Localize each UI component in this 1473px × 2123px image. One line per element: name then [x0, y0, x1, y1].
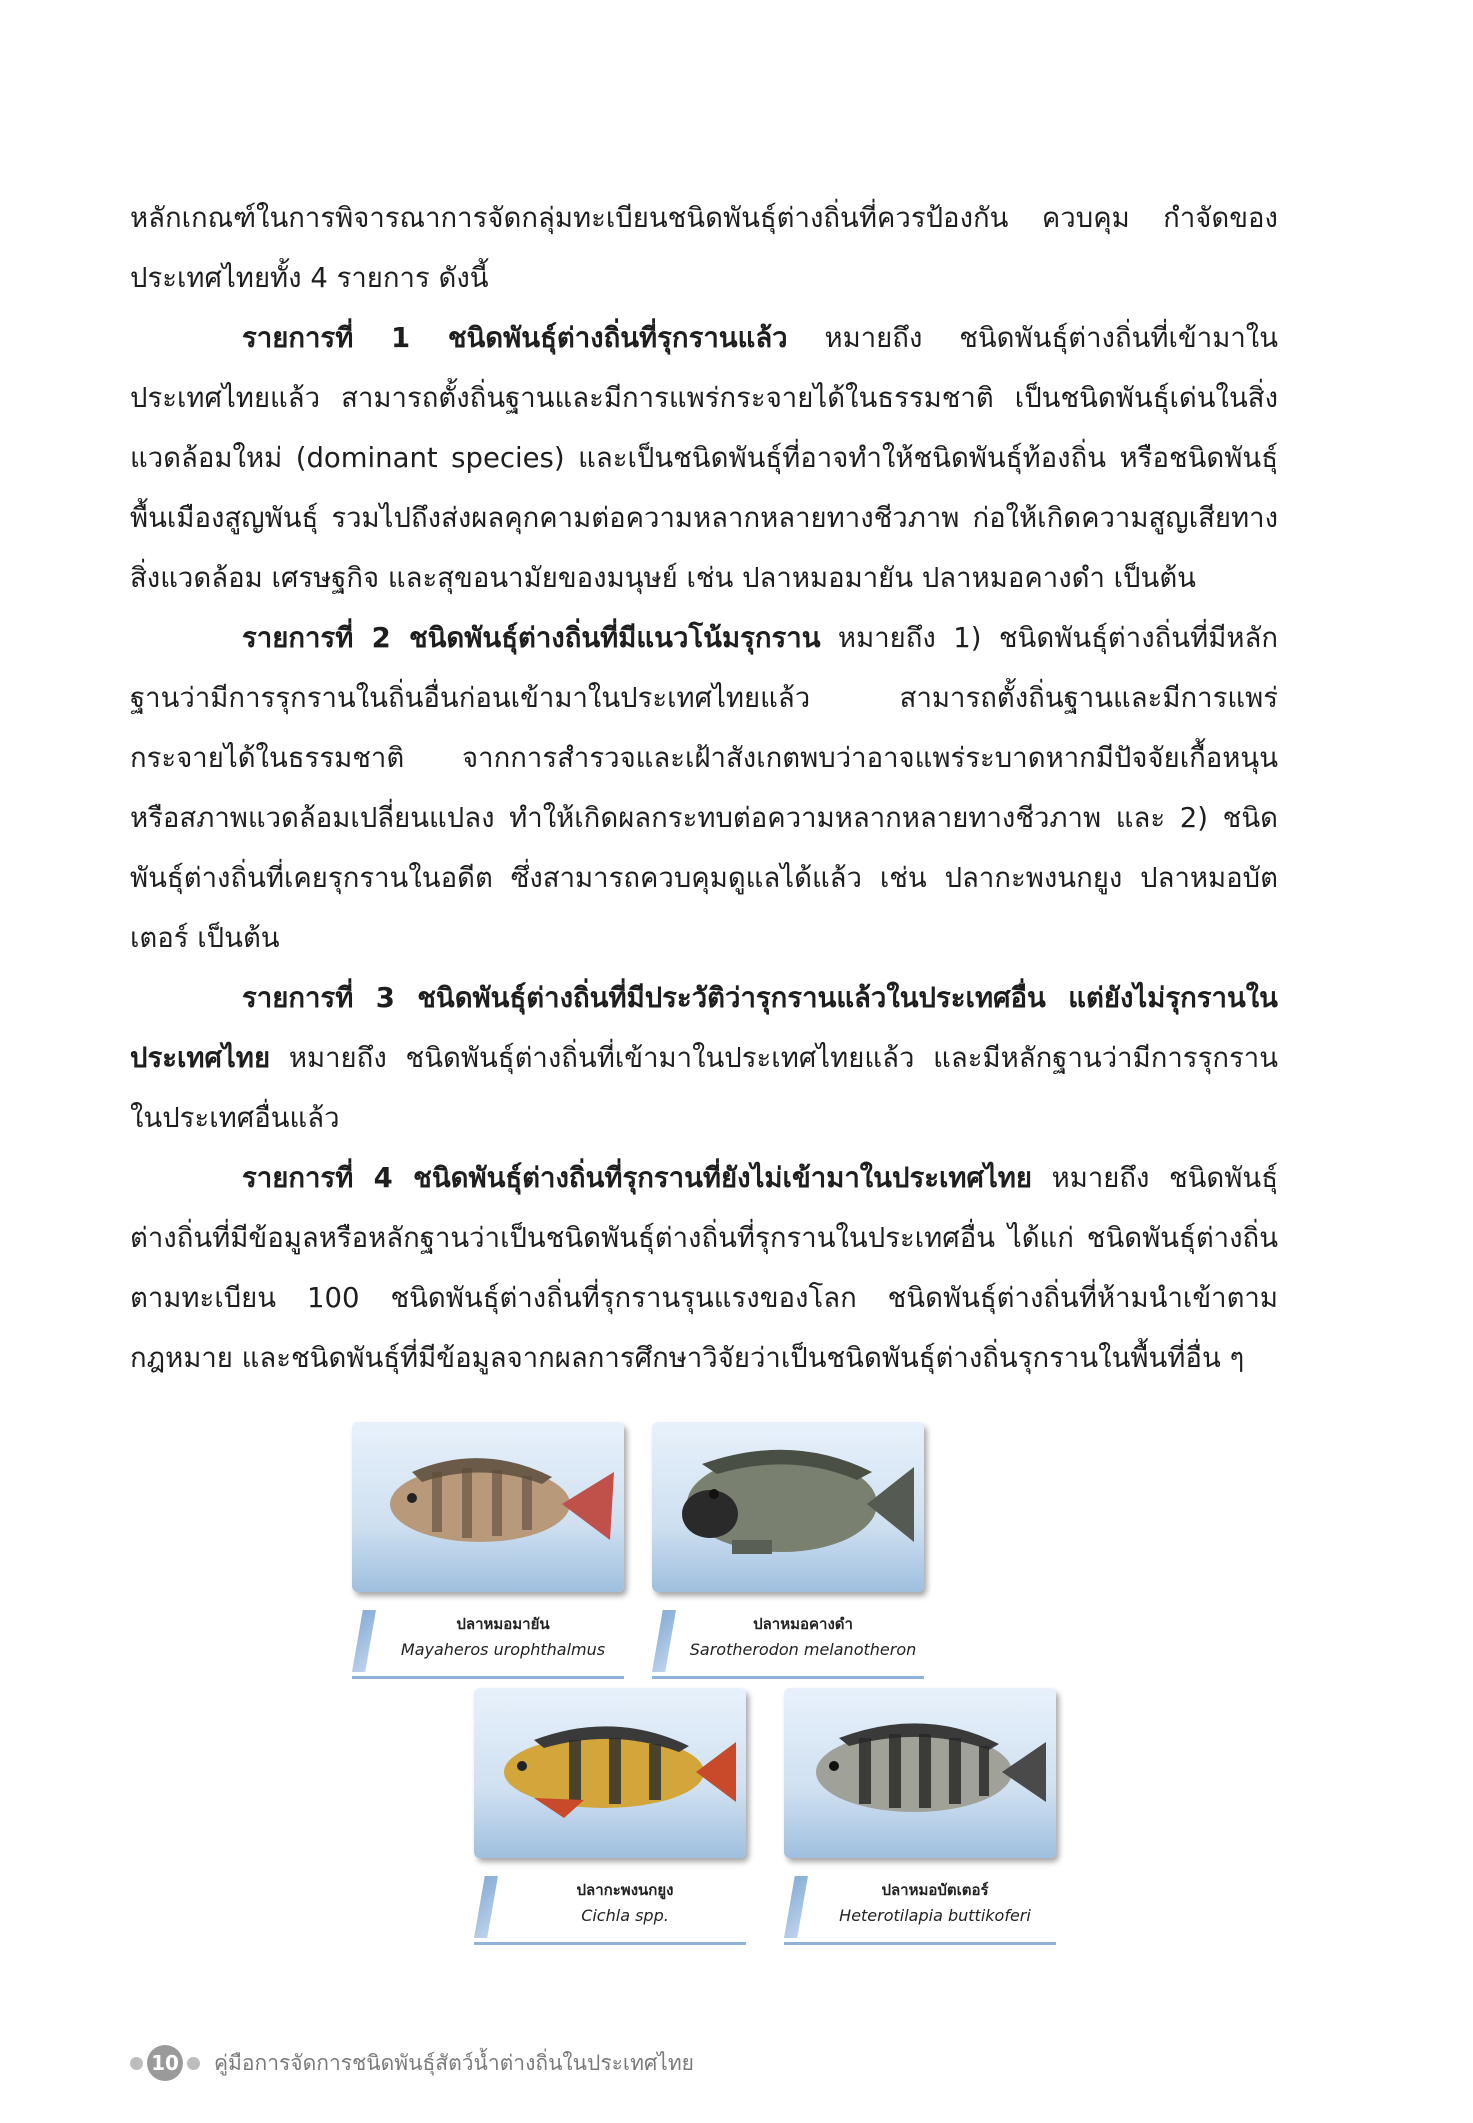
item-2-text: หมายถึง 1) ชนิดพันธุ์ต่างถิ่นที่มีหลักฐานว่ามีการรุกรานในถิ่นอื่นก่อนเข้ามาในประเทศไทยแล้ว สามารถตั้งถิ่นฐานและมีการแพร่กระจายได้ในธรรมชาติ จากการสำรวจและเฝ้าสังเกตพบว่าอาจแพร่ระบาดหากมีปัจจัยเกื้อหนุนหรือสภาพแวดล้อมเปลี่ยนแปลง ทำให้เกิดผลกระทบต่อความหลากหลายทางชีวภาพ และ 2) ชนิดพันธุ์ต่างถิ่นที่เคยรุกรานในอดีต ซึ่งสามารถควบคุมดูแลได้แล้ว เช่น ปลากะพงนกยูง ปลาหมอบัตเตอร์ เป็นต้น	[130, 622, 1278, 954]
item-1-text: หมายถึง ชนิดพันธุ์ต่างถิ่นที่เข้ามาในประเทศไทยแล้ว สามารถตั้งถิ่นฐานและมีการแพร่กระจายได้ในธรรมชาติ เป็นชนิดพันธุ์เด่นในสิ่งแวดล้อมใหม่ (dominant species) และเป็นชนิดพันธุ์ที่อาจทำให้ชนิดพันธุ์ท้องถิ่น หรือชนิดพันธุ์พื้นเมืองสูญพันธุ์ รวมไปถึงส่งผลคุกคามต่อความหลากหลายทางชีวภาพ ก่อให้เกิดความสูญเสียทางสิ่งแวดล้อม เศรษฐกิจ และสุขอนามัยของมนุษย์ เช่น ปลาหมอมายัน ปลาหมอคางดำ เป็นต้น	[130, 322, 1278, 594]
fish-thai-name: ปลาหมอบัตเตอร์	[881, 1881, 989, 1899]
item-1-heading: รายการที่ 1 ชนิดพันธุ์ต่างถิ่นที่รุกรานแล้ว	[242, 322, 788, 354]
fish-thai-name: ปลาหมอมายัน	[456, 1615, 550, 1633]
item-2-paragraph	[130, 608, 1278, 968]
caption-mayan-cichlid	[352, 1610, 624, 1679]
caption-peacock-bass	[474, 1876, 746, 1945]
page-footer	[130, 2043, 694, 2083]
fish-thai-name: ปลากะพงนกยูง	[576, 1881, 674, 1899]
item-2-heading: รายการที่ 2 ชนิดพันธุ์ต่างถิ่นที่มีแนวโน้มรุกราน	[242, 622, 821, 654]
item-4-paragraph	[130, 1148, 1278, 1388]
item-4-text: หมายถึง ชนิดพันธุ์ต่างถิ่นที่มีข้อมูลหรือหลักฐานว่าเป็นชนิดพันธุ์ต่างถิ่นที่รุกรานในประเทศอื่น ได้แก่ ชนิดพันธุ์ต่างถิ่นตามทะเบียน 100 ชนิดพันธุ์ต่างถิ่นที่รุกรานรุนแรงของโลก ชนิดพันธุ์ต่างถิ่นที่ห้ามนำเข้าตามกฎหมาย และชนิดพันธุ์ที่มีข้อมูลจากผลการศึกษาวิจัยว่าเป็นชนิดพันธุ์ต่างถิ่นรุกรานในพื้นที่อื่น ๆ	[130, 1162, 1279, 1374]
footer-dot-right	[187, 2057, 200, 2070]
caption-tab-decoration	[474, 1876, 498, 1938]
fish-photo-peacock-bass	[474, 1688, 746, 1858]
footer-dot-left	[130, 2057, 143, 2070]
item-1-paragraph	[130, 308, 1278, 608]
item-3-heading: รายการที่ 3 ชนิดพันธุ์ต่างถิ่นที่มีประวัติว่ารุกรานแล้วในประเทศอื่น แต่ยังไม่รุกรานในประเทศไทย	[130, 982, 1278, 1074]
item-4-heading: รายการที่ 4 ชนิดพันธุ์ต่างถิ่นที่รุกรานที่ยังไม่เข้ามาในประเทศไทย	[242, 1162, 1033, 1194]
item-3-paragraph	[130, 968, 1278, 1148]
item-3-text: หมายถึง ชนิดพันธุ์ต่างถิ่นที่เข้ามาในประเทศไทยแล้ว และมีหลักฐานว่ามีการรุกรานในประเทศอื่นแล้ว	[130, 1042, 1278, 1134]
fish-thai-name: ปลาหมอคางดำ	[753, 1615, 853, 1633]
figure-zebra-tilapia	[784, 1688, 1056, 1945]
figure-blackchin-tilapia	[652, 1422, 924, 1679]
body-text	[130, 188, 1278, 1388]
page-number: 10	[147, 2045, 183, 2081]
fish-scientific-name: Sarotherodon melanotheron	[689, 1640, 917, 1659]
caption-blackchin-tilapia	[652, 1610, 924, 1679]
fish-photo-zebra-tilapia	[784, 1688, 1056, 1858]
caption-tab-decoration	[652, 1610, 676, 1672]
fish-scientific-name: Mayaheros urophthalmus	[400, 1640, 606, 1659]
fish-scientific-name: Cichla spp.	[581, 1906, 669, 1925]
caption-zebra-tilapia	[784, 1876, 1056, 1945]
intro-paragraph: หลักเกณฑ์ในการพิจารณาการจัดกลุ่มทะเบียนชนิดพันธุ์ต่างถิ่นที่ควรป้องกัน ควบคุม กำจัดของประเทศไทยทั้ง 4 รายการ ดังนี้	[130, 202, 1278, 294]
figure-peacock-bass	[474, 1688, 746, 1945]
caption-tab-decoration	[784, 1876, 808, 1938]
fish-photo-blackchin-tilapia	[652, 1422, 924, 1592]
fish-photo-mayan-cichlid	[352, 1422, 624, 1592]
fish-scientific-name: Heterotilapia buttikoferi	[839, 1906, 1031, 1925]
figure-mayan-cichlid	[352, 1422, 624, 1679]
caption-tab-decoration	[352, 1610, 376, 1672]
footer-book-title: คู่มือการจัดการชนิดพันธุ์สัตว์น้ำต่างถิ่นในประเทศไทย	[214, 2050, 694, 2075]
